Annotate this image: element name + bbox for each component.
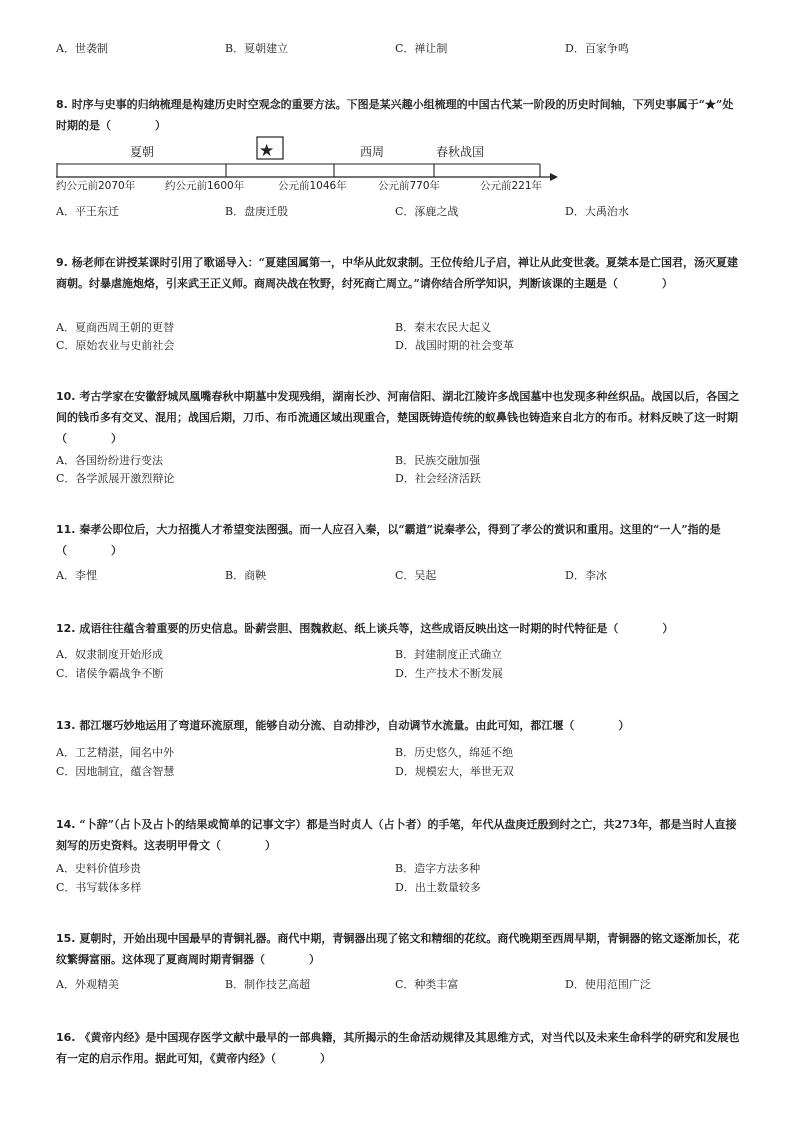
- timeline-date-4: 公元前770年: [378, 180, 441, 192]
- q9-option-c[interactable]: C．原始农业与史前社会: [56, 339, 175, 352]
- q13-option-c[interactable]: C．因地制宜，蕴含智慧: [56, 765, 175, 778]
- q12-number: 12.: [56, 622, 76, 635]
- q13-number: 13.: [56, 719, 76, 732]
- timeline-date-1: 约公元前2070年: [56, 180, 136, 192]
- timeline-date-3: 公元前1046年: [278, 180, 347, 192]
- q11-text: 秦孝公即位后，大力招揽人才希望变法图强。而一人应召入秦，以“霸道”说秦孝公，得到了孝公的赏识和重用。这里的“一人”指的是（ ）: [56, 523, 721, 557]
- q8-text: 时序与史事的归纳梳理是构建历史时空观念的重要方法。下图是某兴趣小组梳理的中国古代某一阶段的历史时间轴，下列史事属于“★”处时期的是（ ）: [56, 98, 734, 132]
- q9-option-a[interactable]: A．夏商西周王朝的更替: [56, 321, 174, 334]
- q15-option-d[interactable]: D．使用范围广泛: [565, 978, 651, 991]
- q10-option-b[interactable]: B．民族交融加强: [395, 454, 481, 467]
- q15-option-b[interactable]: B．制作技艺高超: [225, 978, 311, 991]
- q12-stem: [56, 618, 740, 639]
- q11-stem: [56, 519, 740, 561]
- q11-option-b[interactable]: B．商鞅: [225, 569, 267, 582]
- q9-option-d[interactable]: D．战国时期的社会变革: [395, 339, 514, 352]
- q8-stem: [56, 94, 740, 136]
- q10-option-a[interactable]: A．各国纷纷进行变法: [56, 454, 163, 467]
- q15-option-a[interactable]: A．外观精美: [56, 978, 119, 991]
- q15-text: 夏朝时，开始出现中国最早的青铜礼器。商代中期，青铜器出现了铭文和精细的花纹。商代晚期至西周早期，青铜器的铭文逐渐加长，花纹繁缛富丽。这体现了夏商周时期青铜器（ ）: [56, 932, 740, 966]
- q8-number: 8.: [56, 98, 68, 111]
- q7-option-b[interactable]: B．夏朝建立: [225, 42, 289, 55]
- q10-option-c[interactable]: C．各学派展开激烈辩论: [56, 472, 175, 485]
- q8-option-a[interactable]: A．平王东迁: [56, 205, 119, 218]
- q13-text: 都江堰巧妙地运用了弯道环流原理，能够自动分流、自动排沙，自动调节水流量。由此可知，都江堰（ ）: [79, 719, 630, 732]
- q15-stem: [56, 928, 740, 970]
- q14-option-c[interactable]: C．书写载体多样: [56, 881, 142, 894]
- q14-stem: [56, 814, 740, 856]
- q12-option-a[interactable]: A．奴隶制度开始形成: [56, 648, 163, 661]
- q11-option-c[interactable]: C．吴起: [395, 569, 437, 582]
- q14-option-b[interactable]: B．造字方法多种: [395, 862, 481, 875]
- q13-option-d[interactable]: D．规模宏大，举世无双: [395, 765, 514, 778]
- q14-number: 14.: [56, 818, 76, 831]
- timeline-period-western-zhou: 西周: [360, 145, 385, 159]
- q11-option-d[interactable]: D．李冰: [565, 569, 607, 582]
- q13-option-a[interactable]: A．工艺精湛，闻名中外: [56, 746, 174, 759]
- timeline-period-spring-autumn: 春秋战国: [436, 145, 485, 159]
- q8-option-c[interactable]: C．涿鹿之战: [395, 205, 459, 218]
- q10-stem: [56, 386, 740, 449]
- q7-option-a[interactable]: A．世袭制: [56, 42, 108, 55]
- q10-text: 考古学家在安徽舒城凤凰嘴春秋中期墓中发现残绢，湖南长沙、河南信阳、湖北江陵许多战国墓中也发现多种丝织品。战国以后，各国之间的钱币多有交叉、混用；战国后期，刀币、布币流通区域出现重合，楚国既铸造传统的蚁鼻钱也铸造来自北方的布币。材料反映了这一时期（ ）: [56, 390, 740, 445]
- q8-option-b[interactable]: B．盘庚迁殷: [225, 205, 289, 218]
- timeline-period-xia: 夏朝: [130, 145, 155, 159]
- q13-option-b[interactable]: B．历史悠久，绵延不绝: [395, 746, 514, 759]
- q11-option-a[interactable]: A．李悝: [56, 569, 97, 582]
- timeline-date-5: 公元前221年: [480, 180, 543, 192]
- q14-option-a[interactable]: A．史料价值珍贵: [56, 862, 141, 875]
- q13-stem: [56, 715, 740, 736]
- q10-number: 10.: [56, 390, 76, 403]
- q9-number: 9.: [56, 256, 68, 269]
- q8-option-d[interactable]: D．大禹治水: [565, 205, 629, 218]
- q12-option-d[interactable]: D．生产技术不断发展: [395, 667, 503, 680]
- q14-text: “卜辞”（占卜及占卜的结果或简单的记事文字）都是当时贞人（占卜者）的手笔，年代从盘庚迁殷到纣之亡，共273年，都是当时人直接刻写的历史资料。这表明甲骨文（ ）: [56, 818, 737, 852]
- q15-option-c[interactable]: C．种类丰富: [395, 978, 459, 991]
- timeline-date-2: 约公元前1600年: [165, 180, 245, 192]
- q9-text: 杨老师在讲授某课时引用了歌谣导入：“夏建国属第一，中华从此奴隶制。王位传给儿子启，禅让从此变世袭。夏桀本是亡国君，汤灭夏建商朝。纣暴虐施炮烙，引来武王正义师。商周决战在牧野，纣死商亡周立。”请你结合所学知识，判断该课的主题是（ ）: [56, 256, 739, 290]
- q10-option-d[interactable]: D．社会经济活跃: [395, 472, 481, 485]
- q11-number: 11.: [56, 523, 76, 536]
- q12-text: 成语往往蕴含着重要的历史信息。卧薪尝胆、围魏救赵、纸上谈兵等，这些成语反映出这一时期的时代特征是（ ）: [79, 622, 674, 635]
- q7-option-c[interactable]: C．禅让制: [395, 42, 448, 55]
- timeline-star-icon: ★: [259, 141, 275, 161]
- q7-option-d[interactable]: D．百家争鸣: [565, 42, 629, 55]
- q16-number: 16.: [56, 1031, 76, 1044]
- q9-option-b[interactable]: B．秦末农民大起义: [395, 321, 492, 334]
- q14-option-d[interactable]: D．出土数量较多: [395, 881, 481, 894]
- q12-option-c[interactable]: C．诸侯争霸战争不断: [56, 667, 164, 680]
- q12-option-b[interactable]: B．封建制度正式确立: [395, 648, 503, 661]
- q9-stem: [56, 252, 740, 294]
- q16-text: 《黄帝内经》是中国现存医学文献中最早的一部典籍，其所揭示的生命活动规律及其思维方式，对当代以及未来生命科学的研究和发展也有一定的启示作用。据此可知，《黄帝内经》（ ）: [56, 1031, 740, 1065]
- q16-stem: [56, 1027, 740, 1069]
- q15-number: 15.: [56, 932, 76, 945]
